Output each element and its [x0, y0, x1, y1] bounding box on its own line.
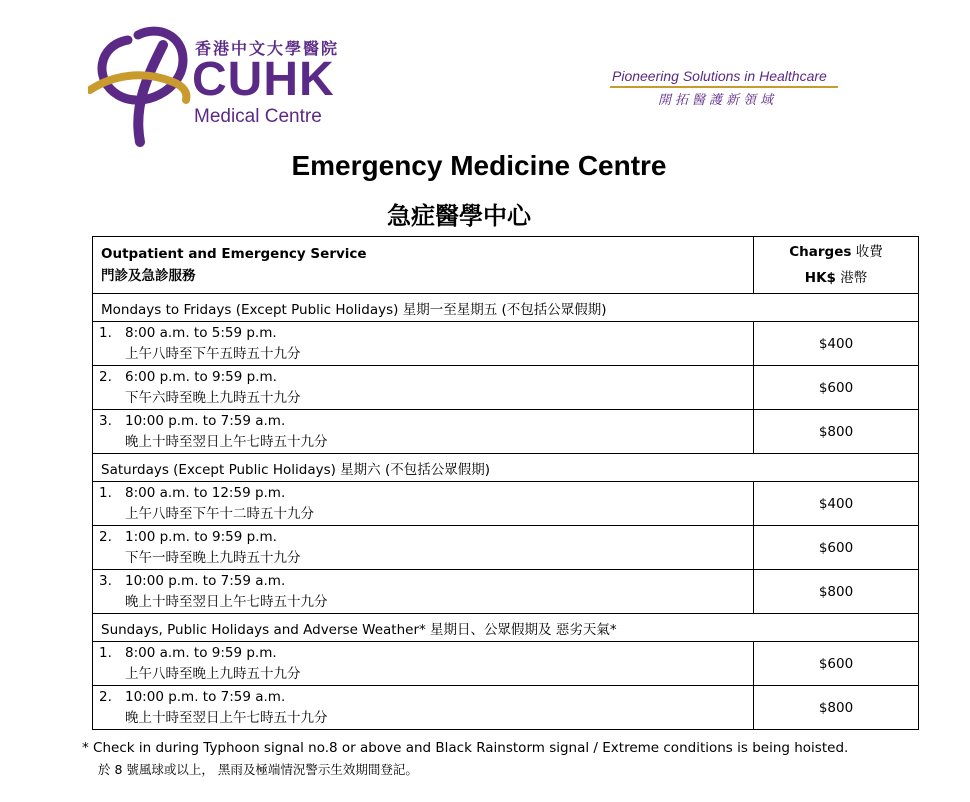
header-service-zh: 門診及急診服務: [101, 268, 196, 284]
table-row: [93, 686, 919, 730]
item-time-en: 10:00 p.m. to 7:59 a.m.: [125, 688, 286, 705]
header-currency-label: HK$: [804, 270, 836, 286]
item-number: 2.: [99, 688, 112, 705]
page-title-english: Emergency Medicine Centre: [291, 150, 667, 181]
item-time-zh: 上午八時至下午五時五十九分: [125, 345, 301, 362]
section-row-weekdays: [93, 294, 919, 322]
table-row: [93, 642, 919, 686]
fee-table: [92, 236, 919, 730]
section-row-saturdays: [93, 454, 919, 482]
section-heading: Sundays, Public Holidays and Adverse Weather* 星期日、公眾假期及 惡劣天氣*: [93, 614, 919, 642]
item-price: $800: [754, 410, 919, 454]
header-charges-zh: 收費: [851, 244, 883, 260]
item-price: $600: [754, 642, 919, 686]
header-charges-label: Charges: [789, 244, 852, 260]
page-title-chinese: 急症醫學中心: [387, 202, 531, 230]
table-row: [93, 410, 919, 454]
item-time-en: 6:00 p.m. to 9:59 p.m.: [125, 368, 277, 385]
item-price: $400: [754, 322, 919, 366]
item-time-en: 1:00 p.m. to 9:59 p.m.: [125, 528, 277, 545]
item-price: $800: [754, 686, 919, 730]
item-price: $800: [754, 570, 919, 614]
item-number: 2.: [99, 528, 112, 545]
item-time-zh: 晚上十時至翌日上午七時五十九分: [125, 709, 328, 726]
section-heading: Saturdays (Except Public Holidays) 星期六 (不包括公眾假期): [93, 454, 919, 482]
item-time-zh: 下午一時至晚上九時五十九分: [125, 549, 301, 566]
item-time-zh: 下午六時至晚上九時五十九分: [125, 389, 301, 406]
item-number: 1.: [99, 484, 112, 501]
item-number: 3.: [99, 412, 112, 429]
item-number: 1.: [99, 324, 112, 341]
footnote-chinese: 於 8 號風球或以上， 黑雨及極端情況警示生效期間登記。: [98, 762, 418, 777]
table-row: [93, 482, 919, 526]
table-row: [93, 526, 919, 570]
footnote: [82, 738, 848, 780]
item-price: $600: [754, 526, 919, 570]
item-time-en: 10:00 p.m. to 7:59 a.m.: [125, 412, 286, 429]
item-time-zh: 上午八時至晚上九時五十九分: [125, 665, 301, 682]
item-number: 1.: [99, 644, 112, 661]
table-row: [93, 570, 919, 614]
item-time-zh: 晚上十時至翌日上午七時五十九分: [125, 433, 328, 450]
footnote-english: * Check in during Typhoon signal no.8 or above and Black Rainstorm signal / Extreme conditions is being hoisted.: [82, 740, 849, 756]
item-number: 2.: [99, 368, 112, 385]
tagline-underline: [610, 86, 839, 88]
tagline-english: Pioneering Solutions in Healthcare: [612, 68, 827, 84]
logo-cuhk-text: CUHK: [192, 53, 335, 106]
header-charges-cell: [754, 237, 919, 294]
header-currency-zh: 港幣: [835, 270, 868, 286]
logo-medical-centre-text: Medical Centre: [194, 106, 322, 127]
item-time-zh: 晚上十時至翌日上午七時五十九分: [125, 593, 328, 610]
item-time-en: 10:00 p.m. to 7:59 a.m.: [125, 572, 286, 589]
section-row-sundays-holidays: [93, 614, 919, 642]
item-time-en: 8:00 a.m. to 5:59 p.m.: [125, 324, 277, 341]
logo-chinese-name: 香港中文大學醫院: [195, 39, 340, 58]
tagline-chinese: 開拓醫護新領域: [658, 93, 778, 108]
header-service-cell: [93, 237, 754, 294]
item-time-en: 8:00 a.m. to 12:59 p.m.: [125, 484, 286, 501]
item-price: $400: [754, 482, 919, 526]
table-header-row: [93, 237, 919, 294]
table-row: [93, 366, 919, 410]
item-time-en: 8:00 a.m. to 9:59 p.m.: [125, 644, 277, 661]
section-heading: Mondays to Fridays (Except Public Holidays) 星期一至星期五 (不包括公眾假期): [93, 294, 919, 322]
item-price: $600: [754, 366, 919, 410]
table-row: [93, 322, 919, 366]
header-service-en: Outpatient and Emergency Service: [101, 246, 367, 262]
item-time-zh: 上午八時至下午十二時五十九分: [125, 505, 314, 522]
item-number: 3.: [99, 572, 112, 589]
